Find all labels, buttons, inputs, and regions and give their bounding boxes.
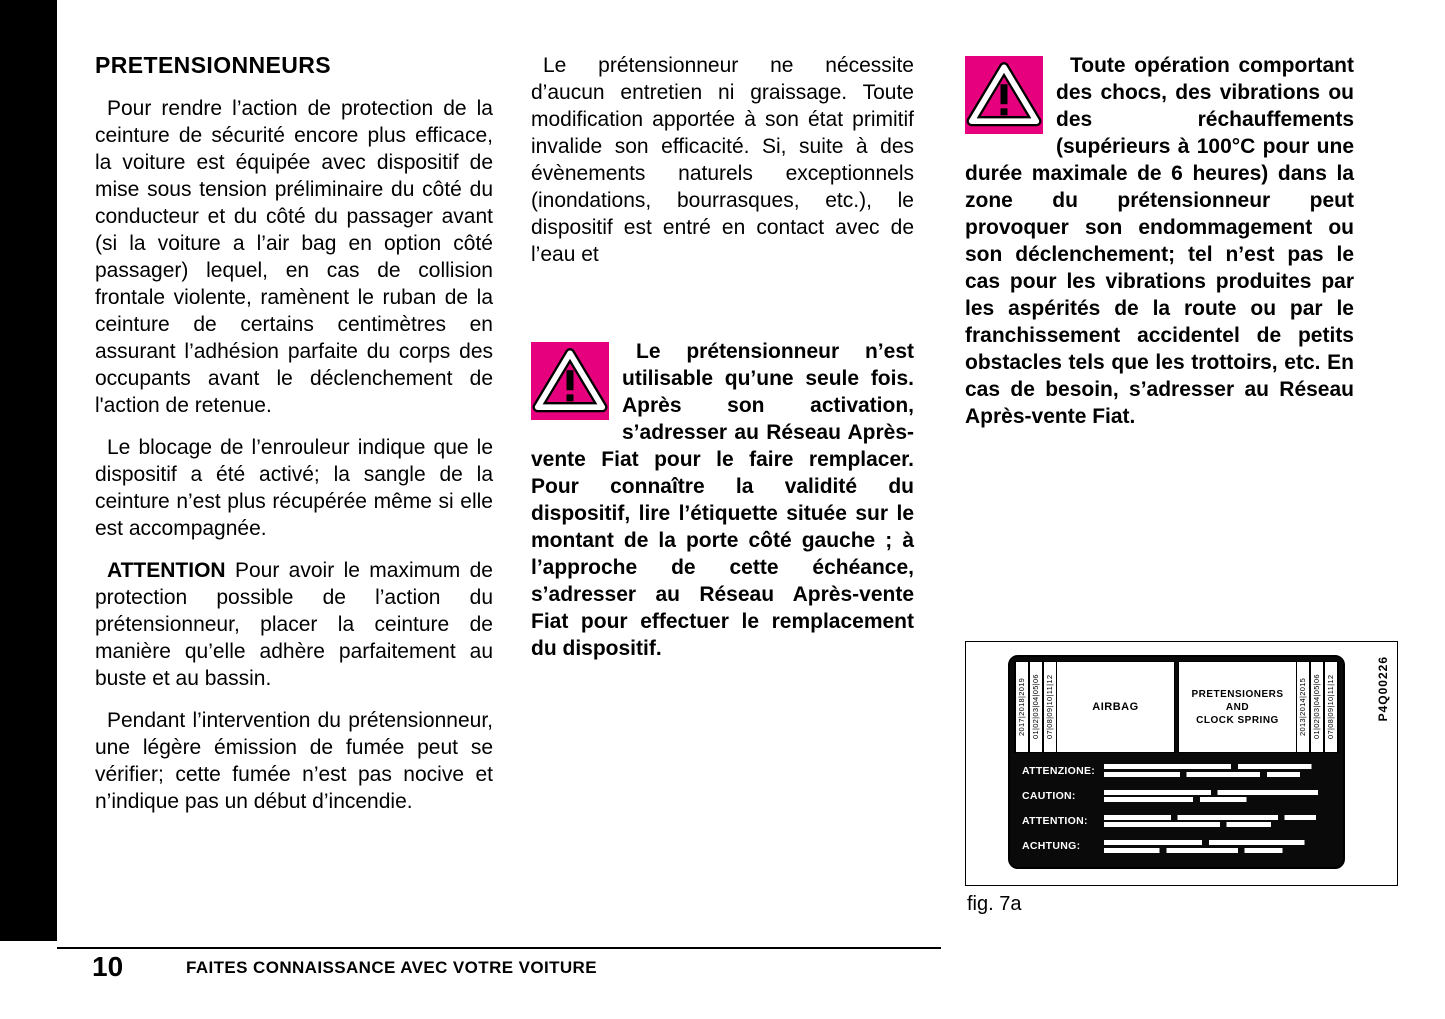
airbag-panel [1014, 661, 1175, 753]
warning-block [531, 338, 914, 662]
label-warning-rows [1014, 753, 1339, 863]
warning-text: Le prétensionneur n’est utilisable qu’une seule fois. Après son activation, s’adresser au Réseau Après-vente Fiat pour le faire remplacer. Pour connaître la validité du dispositif, lire l’étiquette située sur le montant de la porte côté gauche ; à l’approche de cette échéance, s’adresser au Réseau Après-vente Fiat pour effectuer le remplacement du dispositif. [531, 340, 914, 660]
label-warning-row: ACHTUNG: [1022, 834, 1331, 859]
column-right [965, 52, 1354, 430]
date-strip: 07|08|09|10|11|12 [1043, 662, 1057, 752]
figure-caption: fig. 7a [967, 893, 1022, 915]
column-middle [531, 52, 914, 662]
label-top-panels [1014, 661, 1339, 753]
page-number: 10 [92, 951, 124, 982]
column-left [95, 52, 493, 830]
date-strip: 01|02|03|04|05|06 [1310, 662, 1324, 752]
figure-7a [965, 641, 1398, 886]
date-strip: 01|02|03|04|05|06 [1029, 662, 1043, 752]
warning-block [965, 52, 1354, 430]
pretensioner-date-label [1008, 655, 1345, 869]
label-warning-row: ATTENTION: [1022, 809, 1331, 834]
redacted-text [1104, 762, 1331, 780]
paragraph: Le prétensionneur ne nécessite d’aucun entretien ni graissage. Toute modification apportée à son état primitif invalide son efficacité. Si, suite à des évènements naturels exceptionnels (inondations, bourrasques, etc.), le dispositif est entré en contact avec de l’eau et [531, 54, 914, 266]
redacted-text [1104, 787, 1331, 805]
section-title: PRETENSIONNEURS [95, 52, 332, 78]
attention-label: ATTENTION [107, 559, 226, 582]
redacted-text [1104, 838, 1331, 856]
paragraph: Le blocage de l’enrouleur indique que le dispositif a été activé; la sangle de la ceinture n’est plus récupérée même si elle est accompagnée. [95, 436, 493, 540]
date-strip: 2017|2018|2019 [1015, 662, 1029, 752]
warning-triangle-icon [965, 56, 1043, 134]
label-warning-row: ATTENZIONE: [1022, 758, 1331, 783]
paragraph-attention [95, 557, 493, 692]
pretensioners-label: PRETENSIONERS AND CLOCK SPRING [1191, 688, 1284, 726]
page-spine-bar [0, 0, 57, 941]
paragraph: Pendant l’intervention du prétensionneur, une légère émission de fumée peut se vérifier; cette fumée n’est pas nocive et n’indique pas un début d’incendie. [95, 709, 493, 813]
date-strip: 07|08|09|10|11|12 [1324, 662, 1338, 752]
pretensioners-panel [1178, 661, 1339, 753]
warning-text: Toute opération comportant des chocs, des vibrations ou des réchauffements (supérieurs à 100°C pour une durée maximale de 6 heures) dans la zone du prétensionneur peut provoquer son endommagement ou son déclenchement; tel n’est pas le cas pour les vibrations produites par les aspérités de la route ou par le franchissement accidentel de petits obstacles tels que les trottoirs, etc. En cas de besoin, s’adresser au Réseau Après-vente Fiat. [965, 54, 1354, 428]
date-strip: 2013|2014|2015 [1296, 662, 1310, 752]
redacted-text [1104, 812, 1331, 830]
label-warning-row: CAUTION: [1022, 783, 1331, 808]
figure-code: P4Q00226 [1376, 656, 1390, 722]
chapter-title: FAITES CONNAISSANCE AVEC VOTRE VOITURE [186, 958, 597, 977]
airbag-label: AIRBAG [1092, 701, 1139, 713]
warning-triangle-icon [531, 342, 609, 420]
attention-text: Pour avoir le maximum de protection possible de l’action du prétensionneur, placer la ceinture de manière qu’elle adhère parfaitement au buste et au bassin. [95, 559, 493, 690]
paragraph: Pour rendre l’action de protection de la ceinture de sécurité encore plus efficace, la voiture est équipée avec dispositif de mise sous tension préliminaire du côté du conducteur et du côté du passager avant (si la voiture a l’air bag en option côté passager) lequel, en cas de collision frontale violente, ramènent le ruban de la ceinture de certains centimètres en assurant l’adhésion parfaite du corps des occupants avant le déclenchement de l'action de retenue. [95, 97, 493, 417]
footer-rule [57, 947, 941, 949]
